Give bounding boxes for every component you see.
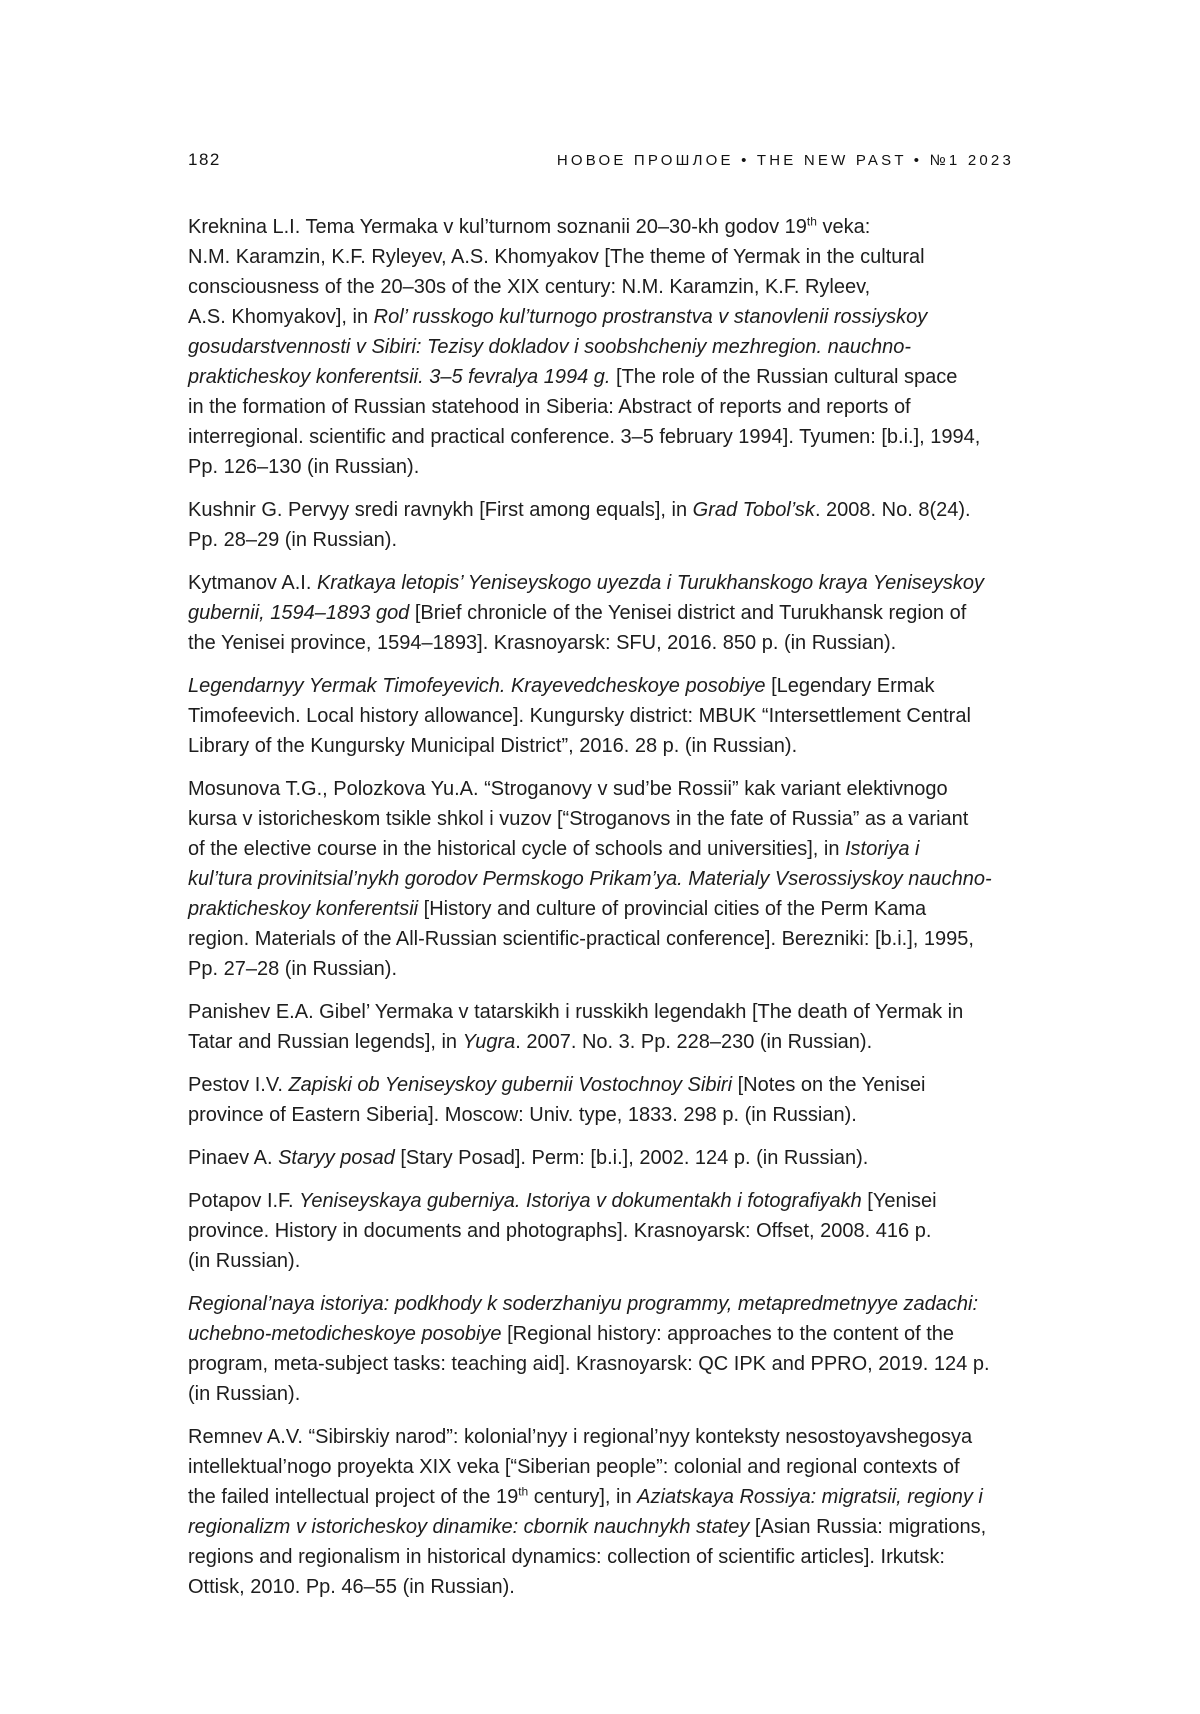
reference-entry: Panishev E.A. Gibel’ Yermaka v tatarskikh i russkikh legendakh [The death of Yermak in Tatar and Russian legends], in Yugra. 2007. No. 3. Pp. 228–230 (in Russian). (188, 1001, 964, 1053)
reference-entry: Remnev A.V. “Sibirskiy narod”: kolonial’nyy i regional’nyy konteksty nesostoyavshegosya intellektual’nogo proyekta XIX veka [“Siberian people”: colonial and regional contexts of the failed intellectual project of the 19th century], in Aziatskaya Rossiya: migratsii, regiony i regionalizm v istoricheskoy dinamike: cbornik nauchnykh statey [Asian Russia: migrations, regions and regionalism in historical dynamics: collection of scientific articles]. Irkutsk: Ottisk, 2010. Pp. 46–55 (in Russian). (188, 1426, 987, 1598)
reference-entry: Kreknina L.I. Tema Yermaka v kul’turnom soznanii 20–30-kh godov 19th veka: N.M. Karamzin, K.F. Ryleyev, A.S. Khomyakov [The theme of Yermak in the cultural consciousness of the 20–30s of the XIX century: N.M. Karamzin, K.F. Ryleev, A.S. Khomyakov], in Rol’ russkogo kul’turnogo prostranstva v stanovlenii rossiyskoy gosudarstvennosti v Sibiri: Tezisy dokladov i soobshcheniy mezhregion. nauchno- prakticheskoy konferentsii. 3–5 fevralya 1994 g. [The role of the Russian cultural space in the formation of Russian statehood in Siberia: Abstract of reports and reports of interregional. scientific and practical conference. 3–5 february 1994]. Tyumen: [b.i.], 1994, Pp. 126–130 (in Russian). (188, 214, 981, 478)
journal-header: НОВОЕ ПРОШЛОЕ • THE NEW PAST • №1 2023 (556, 152, 1014, 169)
reference-entry: Pinaev A. Staryy posad [Stary Posad]. Perm: [b.i.], 2002. 124 p. (in Russian). (188, 1147, 869, 1169)
reference-entry: Kytmanov A.I. Kratkaya letopis’ Yeniseyskogo uyezda i Turukhanskogo kraya Yeniseyskoy gubernii, 1594–1893 god [Brief chronicle of the Yenisei district and Turukhansk region of the Yenisei province, 1594–1893]. Krasnoyarsk: SFU, 2016. 850 p. (in Russian). (188, 572, 985, 654)
reference-entry: Mosunova T.G., Polozkova Yu.A. “Stroganovy v sud’be Rossii” kak variant elektivnogo kursa v istoricheskom tsikle shkol i vuzov [“Stroganovs in the fate of Russia” as a variant of the elective course in the historical cycle of schools and universities], in Istoriya i kul’tura provinitsial’nykh gorodov Permskogo Prikam’ya. Materialy Vserossiyskoy nauchno- prakticheskoy konferentsii [History and culture of provincial cities of the Perm Kama region. Materials of the All-Russian scientific-practical conference]. Berezniki: [b.i.], 1995, Pp. 27–28 (in Russian). (188, 778, 992, 980)
reference-entry: Kushnir G. Pervyy sredi ravnykh [First among equals], in Grad Tobol’sk. 2008. No. 8(24). Pp. 28–29 (in Russian). (188, 499, 971, 551)
running-header (188, 150, 1014, 170)
references-list (188, 212, 1178, 1615)
reference-entry: Legendarnyy Yermak Timofeyevich. Krayevedcheskoye posobiye [Legendary Ermak Timofeevich. Local history allowance]. Kungursky district: MBUK “Intersettlement Central Library of the Kungursky Municipal District”, 2016. 28 p. (in Russian). (188, 675, 971, 757)
reference-entry: Potapov I.F. Yeniseyskaya guberniya. Istoriya v dokumentakh i fotografiyakh [Yenisei province. History in documents and photographs]. Krasnoyarsk: Offset, 2008. 416 p. (in Russian). (188, 1190, 937, 1272)
reference-entry: Pestov I.V. Zapiski ob Yeniseyskoy gubernii Vostochnoy Sibiri [Notes on the Yenisei province of Eastern Siberia]. Moscow: Univ. type, 1833. 298 p. (in Russian). (188, 1074, 926, 1126)
reference-entry: Regional’naya istoriya: podkhody k soderzhaniyu programmy, metapredmetnyye zadachi: uchebno-metodicheskoye posobiye [Regional history: approaches to the content of the program, meta-subject tasks: teaching aid]. Krasnoyarsk: QC IPK and PPRO, 2019. 124 p. (in Russian). (188, 1293, 990, 1405)
page-number: 182 (188, 150, 221, 169)
